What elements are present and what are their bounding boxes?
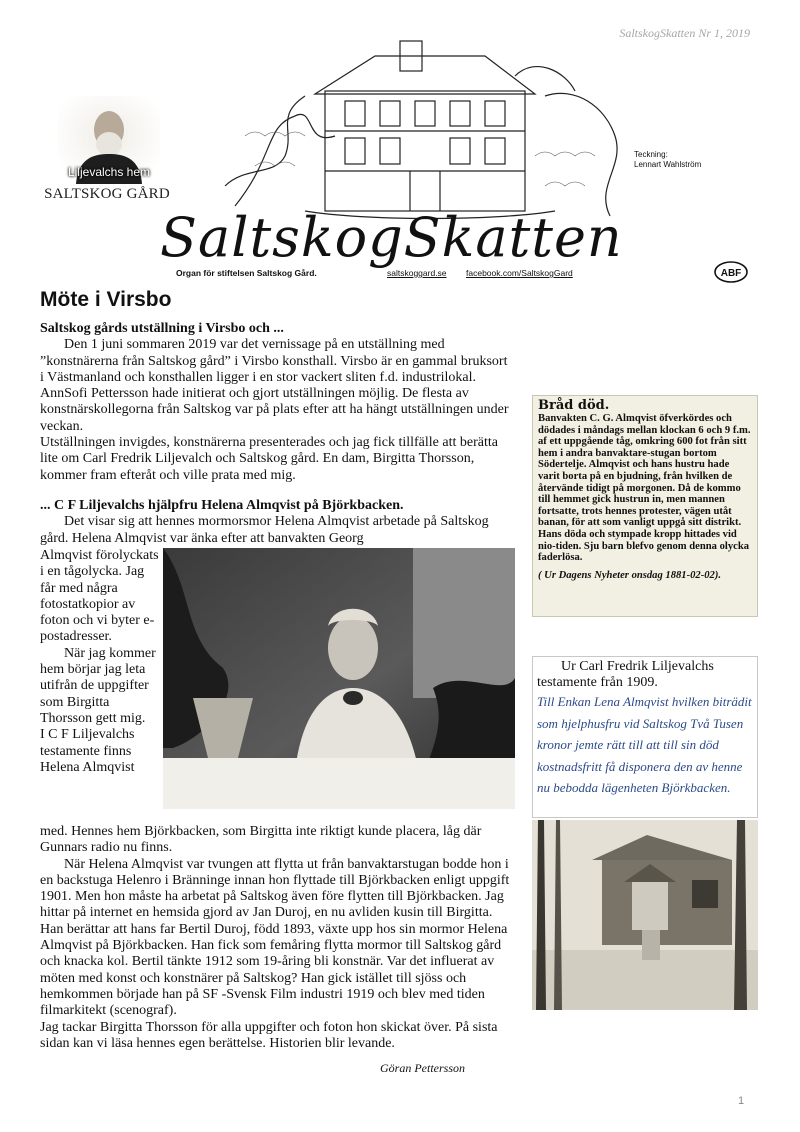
paragraph: I C F Liljevalchs testamente finns Helena Almqvist: [40, 727, 135, 775]
paragraph: Jag tackar Birgitta Thorsson för alla uppgifter och foton hon skickat över. På sista sidan kan vi läsa hennes egen berättelse. Historien blir levande.: [40, 1019, 498, 1051]
paragraph: Utställningen invigdes, konstnärerna presenterades och jag fick tillfälle att berätta lite om Carl Fredrik Liljevalch och Saltskog gård. En dam, Birgitta Thorsson, kommer fram efteråt och ville prata med mig.: [40, 435, 498, 483]
paragraph: Den 1 juni sommaren 2019 var det vernissage på en utställning med ”konstnärerna från Saltskog gård” i Virsbo konsthall. Virsbo är en gammal bruksort i Västmanland och konsthallen ligger i en stor vackert sliten f.d. industrilokal. AnnSofi Pettersson hade initierat och gjort utställningen möjlig. De flesta av konstnärskollegorna från Saltskog var på plats efter att ha hängt utställningen under veckan.: [40, 337, 509, 434]
drawing-credit-label: Teckning:: [634, 150, 668, 159]
clipping-text: Banvakten C. G. Almqvist öfverkördes och dödades i måndags mellan klockan 6 och 9 f.m. af ett uppgående tåg, omkring 600 fot från sitt hem i andra banvaktare-stugan bortom Södertelje. Almqvist och hans hustru hade varit borta på en bjudning, från hvilken de återvände tidigt på morgonen. Då de kommo till hemmet gick hustrun in, men mannen fortsatte, trots hennes protester, vägen utåt banan, för att som vanligt uppgå sitt distrikt. Hans döda och stympade kropp hittades vid nio-tiden. Sju barn blefvo genom denna olycka faderlösa.: [538, 413, 751, 564]
abf-logo-text: ABF: [720, 268, 742, 279]
drawing-credit: [634, 150, 784, 170]
article-title: Möte i Virsbo: [40, 288, 172, 311]
testament-excerpt: [532, 656, 758, 818]
helena-almqvist-photo: [163, 548, 515, 809]
issue-label: SaltskogSkatten Nr 1, 2019: [619, 26, 750, 40]
website-link[interactable]: saltskoggard.se: [387, 268, 447, 278]
subheading-exhibition: Saltskog gårds utställning i Virsbo och ...: [40, 321, 284, 336]
clipping-title: Bråd död.: [538, 398, 610, 413]
narrow-column: [40, 548, 162, 776]
clipping-source: ( Ur Dagens Nyheter onsdag 1881-02-02).: [538, 569, 722, 581]
paragraph: med. Hennes hem Björkbacken, som Birgitta inte riktigt kunde placera, låg där Gunnars radio nu finns.: [40, 824, 482, 856]
paragraph: När Helena Almqvist var tvungen att flytta ut från banvaktarstugan bodde hon i en backstuga Helenro i Bränninge innan hon flyttade till Björkbacken enligt uppgift 1901. Men hon måste ha arbetat på Saltskog även före flytten till Björkbacken. Jag hittar på internet en hemsida gjord av Jan Duroj, en nu avliden kusin till Birgitta. Han berättar att hans far Bertil Duroj, född 1893, växte upp hos sin mormor Helena Almqvist på Björkbacken. Han fick som femåring flytta mormor till Saltskog gård och knacka kol. Bertil tänkte 1912 som 19-åring bli konstnär. Var det influerat av möten med konst och konstnärer på Saltskog? Han gick istället till sjöss och hemkommen började han på SF -Svensk Film industri 1919 och blev med tiden filmarkitekt (scenograf).: [40, 856, 510, 1019]
bjorkbacken-house-photo: [532, 820, 758, 1010]
newspaper-clipping: [532, 395, 758, 617]
logo-name: SALTSKOG GÅRD: [44, 186, 170, 202]
main-text: [40, 824, 515, 1052]
page-number: 1: [738, 1095, 745, 1107]
subheading-helena: ... C F Liljevalchs hjälpfru Helena Almqvist på Björkbacken.: [40, 498, 404, 513]
facebook-link[interactable]: facebook.com/SaltskogGard: [466, 268, 573, 278]
paragraph: När jag kommer hem börjar jag leta utifrån de uppgifter som Birgitta Thorsson gett mig.: [40, 645, 156, 726]
paragraph: Almqvist förolyckats i en tågolycka. Jag får med några fotostatkopior av foton och vi byter e-postadresser.: [40, 548, 159, 645]
testament-quote: Till Enkan Lena Almqvist hvilken biträdit som hjelphusfru vid Saltskog Två Tusen kronor jemte rätt till att till sin död kostnadsfritt få disponera den av henne nu bebodda lägenheten Björkbacken.: [537, 694, 752, 795]
abf-logo: [714, 261, 748, 283]
author-signature: Göran Pettersson: [380, 1061, 465, 1075]
logo-caption: Liljevalchs hem: [67, 165, 151, 179]
drawing-credit-artist: Lennart Wahlström: [634, 160, 702, 169]
house-drawing: [215, 36, 635, 231]
testament-heading: Ur Carl Fredrik Liljevalchs testamente från 1909.: [537, 659, 714, 690]
section-one: [40, 321, 510, 484]
masthead-title: SaltskogSkatten: [160, 206, 623, 269]
paragraph: Det visar sig att hennes mormorsmor Helena Almqvist arbetade på Saltskog gård. Helena Almqvist var änka efter att banvakten Georg: [40, 514, 489, 546]
organ-tagline: Organ för stiftelsen Saltskog Gård.: [176, 268, 317, 278]
section-two: [40, 498, 510, 547]
